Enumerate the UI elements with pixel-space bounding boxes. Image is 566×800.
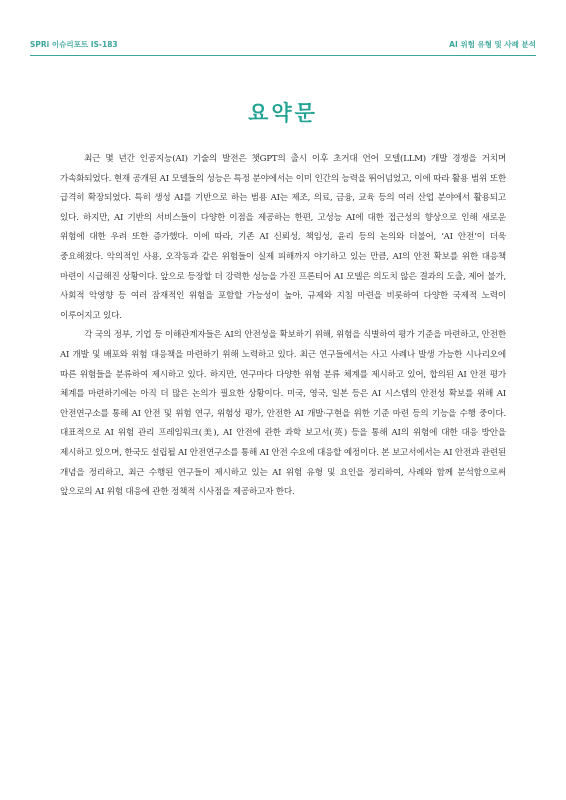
report-series-label: SPRi 이슈리포트 IS-183 [30,39,118,49]
report-topic-label: AI 위험 유형 및 사례 분석 [449,39,536,49]
page-header [30,36,536,52]
header-divider [30,55,536,56]
summary-paragraph-1: 최근 몇 년간 인공지능(AI) 기술의 발전은 챗GPT의 출시 이후 초거대 언어 모델(LLM) 개발 경쟁을 거치며 가속화되었다. 현재 공개된 AI 모델들의 성능은 특정 분야에서는 이미 인간의 능력을 뛰어넘었고, 이에 따라 활용 범위 또한 급격히 확장되었다. 특히 생성 AI를 기반으로 하는 범용 AI는 제조, 의료, 금융, 교육 등의 여러 산업 분야에서 활용되고 있다. 하지만, AI 기반의 서비스들이 다양한 이점을 제공하는 한편, 고성능 AI에 대한 접근성의 향상으로 인해 새로운 위험에 대한 우려 또한 증가했다. 이에 따라, 기존 AI 신뢰성, 책임성, 윤리 등의 논의와 더불어, ‘AI 안전’이 더욱 중요해졌다. 악의적인 사용, 오작동과 같은 위험들이 실제 피해까지 야기하고 있는 만큼, AI의 안전 확보를 위한 대응책 마련이 시급해진 상황이다. 앞으로 등장할 더 강력한 성능을 가진 프론티어 AI 모델은 의도치 않은 결과의 도출, 제어 불가, 사회적 악영향 등 여러 잠재적인 위험을 포함할 가능성이 높아, 규제와 지침 마련을 비롯하여 다양한 국제적 노력이 이루어지고 있다. [60,154,506,321]
page-title: 요약문 [248,101,318,125]
summary-body [60,150,506,503]
summary-paragraph-2: 각 국의 정부, 기업 등 이해관계자들은 AI의 안전성을 확보하기 위해, 위험을 식별하여 평가 기준을 마련하고, 안전한 AI 개발 및 배포와 위험 대응책을 마련하기 위해 노력하고 있다. 최근 연구들에서는 사고 사례나 발생 가능한 시나리오에 따른 위험들을 분류하여 제시하고 있다. 하지만, 연구마다 다양한 위험 분류 체계를 제시하고 있어, 합의된 AI 안전 평가 체계를 마련하기에는 아직 더 많은 논의가 필요한 상황이다. 미국, 영국, 일본 등은 AI 시스템의 안전성 확보를 위해 AI 안전연구소를 통해 AI 안전 및 위험 연구, 위험성 평가, 안전한 AI 개발·구현을 위한 기준 마련 등의 기능을 수행 중이다. 대표적으로 AI 위험 관리 프레임워크(美), AI 안전에 관한 과학 보고서(英) 등을 통해 AI의 위험에 대한 대응 방안을 제시하고 있으며, 한국도 설립될 AI 안전연구소를 통해 AI 안전 수요에 대응할 예정이다. 본 보고서에서는 AI 안전과 관련된 개념을 정리하고, 최근 수행된 연구들이 제시하고 있는 AI 위험 유형 및 요인을 정리하여, 사례와 함께 분석함으로써 앞으로의 AI 위험 대응에 관한 정책적 시사점을 제공하고자 한다. [60,330,506,498]
